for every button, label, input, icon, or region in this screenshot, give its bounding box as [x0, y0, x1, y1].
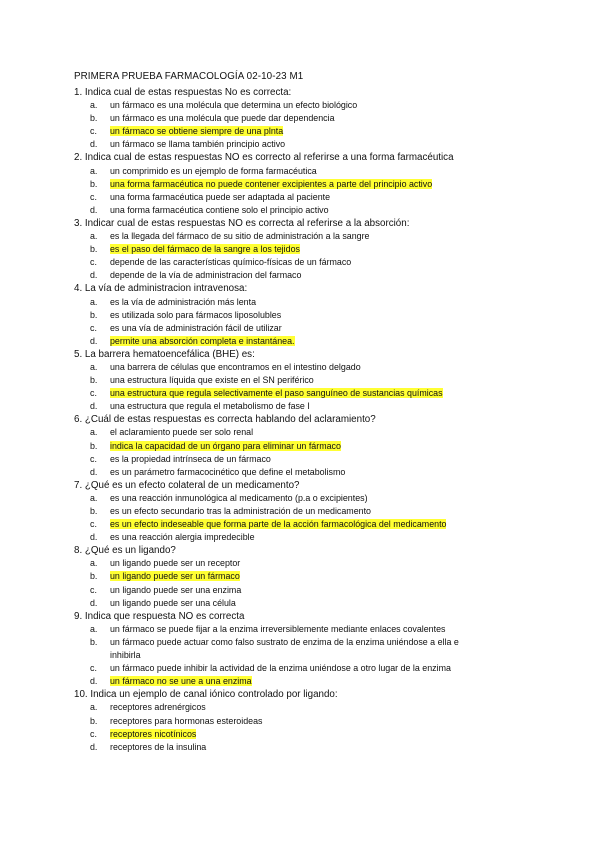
- option-letter: a.: [90, 361, 98, 372]
- question-label: 5. La barrera hematoencefálica (BHE) es:: [74, 348, 255, 360]
- question-block: [74, 479, 584, 544]
- option-text: receptores de la insulina: [110, 741, 207, 752]
- option-letter: d.: [90, 466, 98, 477]
- answer-option: [74, 675, 584, 688]
- answer-option: [74, 466, 584, 479]
- option-letter: b.: [90, 715, 98, 726]
- option-letter: b.: [90, 244, 98, 255]
- answer-option: [74, 138, 584, 151]
- answer-option: [74, 505, 584, 518]
- answer-option: [74, 570, 584, 583]
- highlighted-answer-text: un ligando puede ser un fármaco: [110, 571, 240, 582]
- answer-option: [74, 741, 584, 754]
- option-text: es la vía de administración más lenta: [110, 296, 257, 307]
- option-letter: a.: [90, 492, 98, 503]
- option-text: un fármaco se llama también principio activo: [110, 139, 286, 150]
- option-text: una estructura que regula el metabolismo de fase I: [110, 401, 310, 412]
- answer-option: [74, 662, 584, 675]
- question-label: 6. ¿Cuál de estas respuestas es correcta hablando del aclaramiento?: [74, 414, 376, 426]
- highlighted-answer-text: indica la capacidad de un órgano para eliminar un fármaco: [110, 440, 341, 451]
- option-text: es una vía de administración fácil de utilizar: [110, 322, 282, 333]
- option-letter: d.: [90, 597, 98, 608]
- option-text: un fármaco es una molécula que determina un efecto biológico: [110, 100, 358, 111]
- answer-options: [74, 99, 584, 151]
- answer-option: [74, 112, 584, 125]
- question-block: [74, 413, 584, 478]
- option-letter: c.: [90, 191, 97, 202]
- option-text: depende de la vía de administracion del farmaco: [110, 270, 302, 281]
- option-letter: a.: [90, 558, 98, 569]
- answer-option: [74, 309, 584, 322]
- question-block: [74, 688, 584, 753]
- answer-option: [74, 453, 584, 466]
- question-label: 4. La vía de administracion intravenosa:: [74, 283, 248, 295]
- option-text: es una reacción inmunológica al medicamento (p.a o excipientes): [110, 492, 368, 503]
- answer-option: [74, 204, 584, 217]
- option-letter: a.: [90, 231, 98, 242]
- option-letter: b.: [90, 309, 98, 320]
- highlighted-answer-text: permite una absorción completa e instantánea.: [110, 335, 295, 346]
- option-text: es utilizada solo para fármacos liposolubles: [110, 309, 282, 320]
- option-letter: c.: [90, 322, 97, 333]
- option-letter: a.: [90, 100, 98, 111]
- question-label: 1. Indica cual de estas respuestas No es correcta:: [74, 87, 292, 98]
- answer-option: [74, 400, 584, 413]
- option-letter: c.: [90, 257, 97, 268]
- answer-options: [74, 557, 584, 609]
- option-letter: d.: [90, 270, 98, 281]
- option-letter: b.: [90, 440, 98, 451]
- option-text: un ligando puede ser una célula: [110, 597, 236, 608]
- answer-options: [74, 701, 584, 753]
- option-text: un fármaco se puede fijar a la enzima irreversiblemente mediante enlaces covalentes: [110, 623, 446, 634]
- highlighted-answer-text: es el paso del fármaco de la sangre a los tejidos: [110, 244, 300, 255]
- answer-option: [74, 715, 584, 728]
- question-block: [74, 217, 584, 282]
- option-letter: b.: [90, 113, 98, 124]
- option-letter: a.: [90, 702, 98, 713]
- option-text: receptores adrenérgicos: [110, 702, 206, 713]
- question-label: 2. Indica cual de estas respuestas NO es correcto al referirse a una forma farmacéutica: [74, 152, 454, 164]
- option-letter: c.: [90, 728, 97, 739]
- highlighted-answer-text: una forma farmacéutica no puede contener excipientes a parte del principio activo: [110, 178, 433, 189]
- option-letter: a.: [90, 623, 98, 634]
- question-block: [74, 282, 584, 347]
- option-letter: b.: [90, 506, 98, 516]
- answer-option: [74, 623, 584, 636]
- answer-option: [74, 374, 584, 387]
- answer-option: [74, 256, 584, 269]
- option-letter: d.: [90, 532, 98, 543]
- option-letter: d.: [90, 741, 98, 752]
- option-text: un ligando puede ser un receptor: [110, 558, 241, 569]
- answer-options: [74, 361, 584, 413]
- option-letter: c.: [90, 453, 97, 464]
- question-label: 3. Indicar cual de estas respuestas NO es correcta al referirse a la absorción:: [74, 217, 410, 229]
- question-block: [74, 544, 584, 609]
- answer-option: [74, 426, 584, 439]
- answer-option: [74, 531, 584, 544]
- option-text: una forma farmacéutica contiene solo el principio activo: [110, 204, 329, 215]
- answer-option: [74, 335, 584, 348]
- option-letter: a.: [90, 296, 98, 307]
- option-text: un fármaco es una molécula que puede dar dependencia: [110, 113, 335, 124]
- question-label: 10. Indica un ejemplo de canal iónico controlado por ligando:: [74, 689, 338, 701]
- answer-option: [74, 701, 584, 714]
- highlighted-answer-text: una estructura que regula selectivamente el paso sanguíneo de sustancias químicas: [110, 388, 443, 399]
- answer-option: [74, 518, 584, 531]
- option-text: es un parámetro farmacocinético que define el metabolismo: [110, 466, 346, 477]
- answer-options: [74, 230, 584, 282]
- question-label: 9. Indica que respuesta NO es correcta: [74, 610, 245, 622]
- document-title: PRIMERA PRUEBA FARMACOLOGÍA 02-10-23 M1: [74, 71, 304, 82]
- option-text: una barrera de células que encontramos en el intestino delgado: [110, 361, 361, 372]
- answer-option: [74, 322, 584, 335]
- option-text: el aclaramiento puede ser solo renal: [110, 427, 254, 438]
- answer-option: [74, 191, 584, 204]
- option-letter: d.: [90, 335, 98, 346]
- option-text: una estructura líquida que existe en el SN periférico: [110, 375, 314, 386]
- question-block: [74, 86, 584, 151]
- option-text: un fármaco puede actuar como falso sustrato de enzima de la enzima uniéndose a ella e inhibirla: [110, 636, 459, 661]
- answer-option: [74, 243, 584, 256]
- question-block: [74, 610, 584, 689]
- option-text: es un efecto secundario tras la administración de un medicamento: [110, 506, 371, 516]
- answer-options: [74, 165, 584, 217]
- answer-options: [74, 623, 584, 688]
- answer-option: [74, 230, 584, 243]
- option-text: depende de las características químico-físicas de un fármaco: [110, 257, 352, 268]
- option-letter: b.: [90, 375, 98, 386]
- answer-options: [74, 296, 584, 348]
- answer-option: [74, 361, 584, 374]
- answer-options: [74, 492, 584, 544]
- answer-option: [74, 165, 584, 178]
- option-letter: b.: [90, 178, 98, 189]
- option-letter: b.: [90, 636, 98, 647]
- answer-option: [74, 584, 584, 597]
- option-text: un comprimido es un ejemplo de forma farmacéutica: [110, 165, 317, 176]
- question-block: [74, 348, 584, 413]
- highlighted-answer-text: un fármaco se obtiene siempre de una plnta: [110, 126, 284, 137]
- answer-option: [74, 636, 482, 662]
- question-label: 7. ¿Qué es un efecto colateral de un medicamento?: [74, 479, 300, 491]
- option-text: un ligando puede ser una enzima: [110, 584, 242, 595]
- question-label: 8. ¿Qué es un ligando?: [74, 545, 176, 557]
- question-block: [74, 151, 584, 216]
- option-letter: a.: [90, 427, 98, 438]
- answer-option: [74, 597, 584, 610]
- option-text: una forma farmacéutica puede ser adaptada al paciente: [110, 191, 331, 202]
- option-text: es una reacción alergia impredecible: [110, 532, 255, 543]
- highlighted-answer-text: receptores nicotínicos: [110, 728, 197, 739]
- highlighted-answer-text: un fármaco no se une a una enzima: [110, 676, 252, 687]
- option-letter: d.: [90, 676, 98, 687]
- question-list: [74, 86, 584, 754]
- option-letter: c.: [90, 126, 97, 137]
- option-text: receptores para hormonas esteroideas: [110, 715, 263, 726]
- answer-option: [74, 269, 584, 282]
- option-letter: b.: [90, 571, 98, 582]
- answer-options: [74, 426, 584, 478]
- answer-option: [74, 728, 584, 741]
- option-letter: c.: [90, 519, 97, 530]
- option-letter: d.: [90, 204, 98, 215]
- answer-option: [74, 440, 584, 453]
- option-letter: c.: [90, 584, 97, 595]
- answer-option: [74, 557, 584, 570]
- option-letter: d.: [90, 139, 98, 150]
- answer-option: [74, 387, 584, 400]
- option-letter: a.: [90, 165, 98, 176]
- highlighted-answer-text: es un efecto indeseable que forma parte de la acción farmacológica del medicamento: [110, 519, 447, 530]
- answer-option: [74, 99, 584, 112]
- option-letter: c.: [90, 388, 97, 399]
- option-text: es la llegada del fármaco de su sitio de administración a la sangre: [110, 231, 370, 242]
- answer-option: [74, 492, 584, 505]
- option-text: un fármaco puede inhibir la actividad de la enzima uniéndose a otro lugar de la enzima: [110, 663, 451, 674]
- option-letter: d.: [90, 401, 98, 412]
- answer-option: [74, 125, 584, 138]
- answer-option: [74, 296, 584, 309]
- option-letter: c.: [90, 663, 97, 674]
- option-text: es la propiedad intrínseca de un fármaco: [110, 453, 271, 464]
- answer-option: [74, 178, 584, 191]
